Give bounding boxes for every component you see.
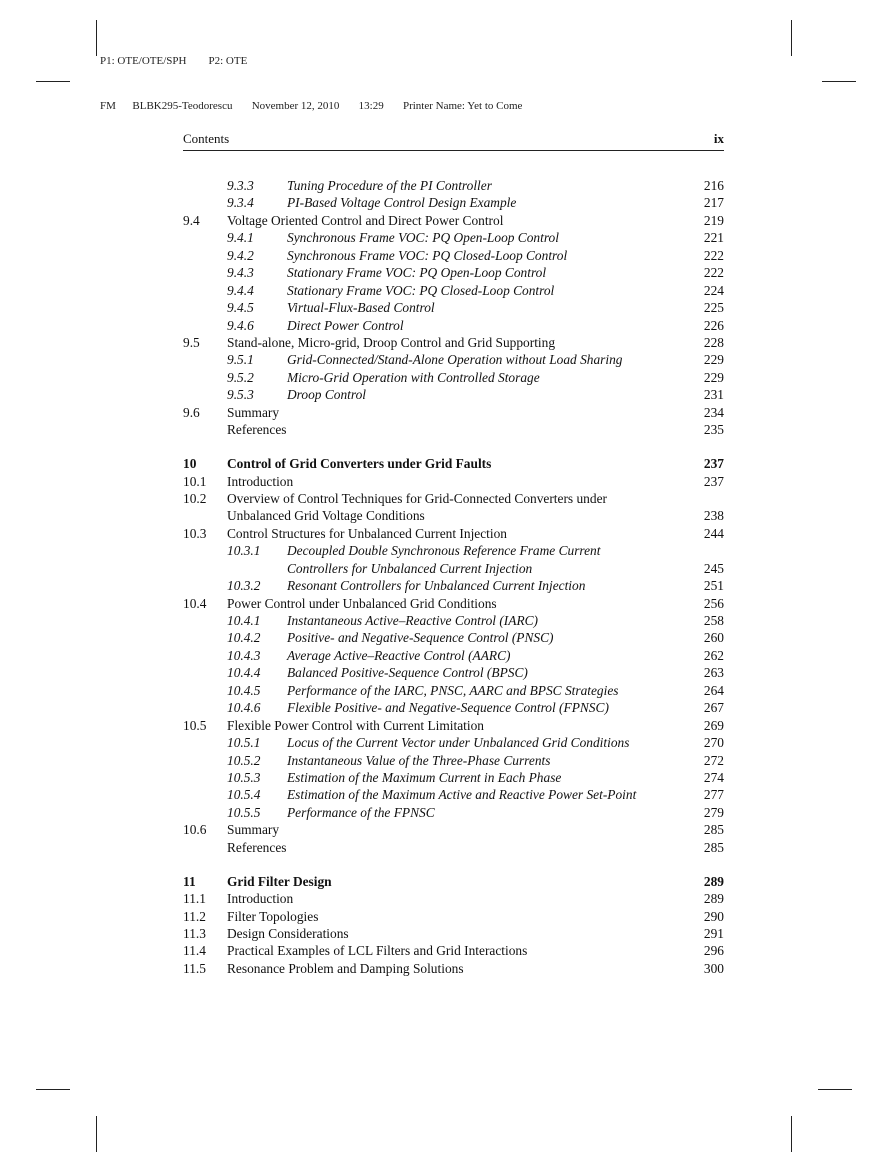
toc-number: 10.5.3 <box>227 769 261 785</box>
toc-page: 219 <box>703 212 724 228</box>
toc-page: 285 <box>703 822 724 838</box>
toc-number: 10.3.1 <box>227 543 261 559</box>
toc-entry <box>183 752 724 769</box>
toc-title: Introduction <box>227 891 294 907</box>
toc-page: 235 <box>703 422 724 438</box>
slug-date: November 12, 2010 <box>251 100 340 112</box>
toc-title: Design Considerations <box>227 925 349 941</box>
toc-page: 289 <box>703 891 724 907</box>
running-head-page-number: ix <box>713 131 724 146</box>
toc-entry <box>183 942 724 959</box>
toc-entry <box>183 264 724 281</box>
toc-title: Resonance Problem and Damping Solutions <box>227 960 464 976</box>
toc-entry <box>183 925 724 942</box>
header-rule <box>183 150 724 151</box>
slug-section: FM <box>100 100 116 112</box>
toc-entry <box>183 194 724 211</box>
toc-chapter-entry <box>183 873 724 890</box>
toc-number: 10.5.5 <box>227 804 261 820</box>
toc-number: 10.4.5 <box>227 682 261 698</box>
toc-page: 221 <box>703 230 724 246</box>
toc-number: 10.4.6 <box>227 700 261 716</box>
toc-entry <box>183 525 724 542</box>
toc-entry <box>183 821 724 838</box>
toc-title: Decoupled Double Synchronous Reference Frame Current <box>287 543 601 559</box>
toc-page: 245 <box>703 560 724 576</box>
crop-mark <box>36 1089 70 1090</box>
crop-mark <box>791 1116 792 1152</box>
toc-page: 226 <box>703 317 724 333</box>
toc-title: Droop Control <box>287 387 366 403</box>
toc-number: 9.5.1 <box>227 352 254 368</box>
toc-number: 9.4 <box>183 212 200 228</box>
toc-title: Stationary Frame VOC: PQ Open-Loop Control <box>287 265 547 281</box>
toc-title: Positive- and Negative-Sequence Control (PNSC) <box>287 630 554 646</box>
toc-number: 9.6 <box>183 404 200 420</box>
toc-title: Overview of Control Techniques for Grid-Connected Converters under <box>227 490 607 506</box>
toc-page: 222 <box>703 247 724 263</box>
toc-number: 10.6 <box>183 822 207 838</box>
toc-page: 225 <box>703 300 724 316</box>
toc-title: PI-Based Voltage Control Design Example <box>287 195 517 211</box>
toc-title: Performance of the IARC, PNSC, AARC and BPSC Strategies <box>287 682 619 698</box>
toc-title: Estimation of the Maximum Current in Each Phase <box>287 769 562 785</box>
toc-page: 216 <box>703 178 724 193</box>
toc-page: 296 <box>703 943 724 959</box>
toc-number: 9.5.3 <box>227 387 254 403</box>
toc-title: References <box>227 839 287 855</box>
crop-mark <box>822 81 856 82</box>
toc-title: Locus of the Current Vector under Unbalanced Grid Conditions <box>287 735 630 751</box>
toc-entry <box>183 369 724 386</box>
crop-mark <box>791 20 792 56</box>
toc-title: Summary <box>227 404 280 420</box>
toc-entry <box>183 786 724 803</box>
toc-page: 290 <box>703 908 724 924</box>
toc-entry <box>183 804 724 821</box>
chapter-gap <box>183 439 724 456</box>
toc-page: 251 <box>703 578 724 594</box>
toc-entry <box>183 629 724 646</box>
toc-title: Practical Examples of LCL Filters and Grid Interactions <box>227 943 528 959</box>
toc-number: 10.2 <box>183 490 207 506</box>
toc-title: Flexible Positive- and Negative-Sequence Control (FPNSC) <box>287 700 609 716</box>
toc-chapter-entry <box>183 455 724 472</box>
toc-number: 11.3 <box>183 925 206 941</box>
toc-entry <box>183 890 724 907</box>
toc-page: 263 <box>703 665 724 681</box>
toc-number: 10.3.2 <box>227 578 261 594</box>
toc-entry <box>183 908 724 925</box>
toc-title: Introduction <box>227 473 294 489</box>
toc-entry <box>183 647 724 664</box>
toc-title: Stationary Frame VOC: PQ Closed-Loop Control <box>287 282 555 298</box>
toc-entry <box>183 734 724 751</box>
toc-number: 9.4.3 <box>227 265 254 281</box>
toc-entry <box>183 664 724 681</box>
toc-entry <box>183 960 724 977</box>
toc-title: Balanced Positive-Sequence Control (BPSC) <box>287 665 528 681</box>
toc-title: Synchronous Frame VOC: PQ Closed-Loop Control <box>287 247 568 263</box>
toc-number: 11.2 <box>183 908 206 924</box>
toc-entry <box>183 247 724 264</box>
toc-entry <box>183 577 724 594</box>
toc-page: 274 <box>703 769 724 785</box>
toc-page: 267 <box>703 700 724 716</box>
toc-page: 279 <box>703 804 724 820</box>
toc-title: Power Control under Unbalanced Grid Conditions <box>227 595 497 611</box>
toc-page: 228 <box>703 334 724 350</box>
toc-page: 260 <box>703 630 724 646</box>
toc-entry <box>183 212 724 229</box>
slug-line-2 <box>100 99 522 114</box>
toc-chapter-number: 11 <box>183 873 196 889</box>
toc-title: Flexible Power Control with Current Limitation <box>227 717 484 733</box>
toc-chapter-title: Grid Filter Design <box>227 873 332 889</box>
toc-entry <box>183 473 724 490</box>
toc-number: 10.3 <box>183 525 207 541</box>
toc-entry <box>183 317 724 334</box>
toc-entry <box>183 490 724 507</box>
toc-number: 9.4.5 <box>227 300 254 316</box>
toc-title-continuation: Unbalanced Grid Voltage Conditions <box>227 508 425 524</box>
toc-title: Micro-Grid Operation with Controlled Storage <box>287 369 540 385</box>
toc-page: 234 <box>703 404 724 420</box>
toc-title: Filter Topologies <box>227 908 319 924</box>
toc-entry <box>183 282 724 299</box>
slug-time: 13:29 <box>358 100 384 112</box>
toc-title: Instantaneous Value of the Three-Phase Currents <box>287 752 551 768</box>
toc-entry <box>183 177 724 194</box>
toc-chapter-title: Control of Grid Converters under Grid Faults <box>227 456 492 472</box>
toc-entry <box>183 351 724 368</box>
toc-page: 258 <box>703 613 724 628</box>
toc-page: 300 <box>703 960 724 976</box>
table-of-contents <box>183 177 724 977</box>
toc-entry <box>183 839 724 856</box>
toc-number: 11.4 <box>183 943 206 959</box>
slug-proof-1: P1: OTE/OTE/SPH <box>100 55 187 67</box>
chapter-gap <box>183 856 724 873</box>
toc-entry <box>183 421 724 438</box>
toc-entry <box>183 682 724 699</box>
toc-number: 10.5.1 <box>227 735 261 751</box>
toc-number: 9.5.2 <box>227 369 254 385</box>
toc-number: 9.4.6 <box>227 317 254 333</box>
slug-book-id: BLBK295-Teodorescu <box>132 100 233 112</box>
toc-title: Summary <box>227 822 280 838</box>
toc-number: 11.1 <box>183 891 206 907</box>
toc-page: 237 <box>703 456 724 472</box>
printer-slug <box>100 24 522 129</box>
running-head-title: Contents <box>183 131 230 146</box>
toc-title: Stand-alone, Micro-grid, Droop Control and Grid Supporting <box>227 334 556 350</box>
toc-page: 217 <box>703 195 724 211</box>
toc-page: 224 <box>703 282 724 298</box>
toc-title-continuation: Controllers for Unbalanced Current Injection <box>287 560 533 576</box>
toc-page: 272 <box>703 752 724 768</box>
toc-title: Virtual-Flux-Based Control <box>287 300 435 316</box>
toc-entry <box>183 717 724 734</box>
toc-page: 264 <box>703 682 724 698</box>
toc-page: 244 <box>703 525 724 541</box>
crop-mark <box>818 1089 852 1090</box>
toc-page: 262 <box>703 647 724 663</box>
toc-page: 277 <box>703 787 724 803</box>
toc-title: Performance of the FPNSC <box>287 804 435 820</box>
toc-page: 285 <box>703 839 724 855</box>
toc-page: 229 <box>703 352 724 368</box>
toc-title: Grid-Connected/Stand-Alone Operation without Load Sharing <box>287 352 623 368</box>
toc-entry <box>183 229 724 246</box>
toc-page: 237 <box>703 473 724 489</box>
toc-entry-continuation <box>183 560 724 577</box>
toc-number: 10.5.4 <box>227 787 261 803</box>
toc-title: Voltage Oriented Control and Direct Power Control <box>227 212 504 228</box>
toc-entry <box>183 386 724 403</box>
toc-number: 9.5 <box>183 334 200 350</box>
toc-number: 9.4.1 <box>227 230 254 246</box>
toc-number: 10.4.1 <box>227 613 261 628</box>
toc-number: 10.4.3 <box>227 647 261 663</box>
toc-title: Synchronous Frame VOC: PQ Open-Loop Control <box>287 230 559 246</box>
toc-entry <box>183 334 724 351</box>
crop-mark <box>96 1116 97 1152</box>
toc-number: 9.4.4 <box>227 282 254 298</box>
toc-page: 222 <box>703 265 724 281</box>
toc-entry <box>183 769 724 786</box>
toc-number: 10.4.2 <box>227 630 261 646</box>
toc-page: 270 <box>703 735 724 751</box>
toc-title: Tuning Procedure of the PI Controller <box>287 178 492 193</box>
toc-entry <box>183 404 724 421</box>
toc-number: 10.4.4 <box>227 665 261 681</box>
toc-page: 269 <box>703 717 724 733</box>
toc-number: 9.4.2 <box>227 247 254 263</box>
toc-chapter-number: 10 <box>183 456 197 472</box>
toc-page: 289 <box>703 873 724 889</box>
toc-title: Instantaneous Active–Reactive Control (IARC) <box>287 613 539 628</box>
toc-entry <box>183 299 724 316</box>
slug-printer: Printer Name: Yet to Come <box>402 100 523 112</box>
toc-title: Estimation of the Maximum Active and Reactive Power Set-Point <box>287 787 637 803</box>
toc-entry <box>183 612 724 629</box>
toc-number: 10.1 <box>183 473 207 489</box>
toc-entry <box>183 542 724 559</box>
toc-title: References <box>227 422 287 438</box>
toc-entry <box>183 595 724 612</box>
toc-number: 10.5 <box>183 717 207 733</box>
toc-number: 10.4 <box>183 595 207 611</box>
crop-mark <box>36 81 70 82</box>
slug-line-1 <box>100 54 522 69</box>
toc-entry-continuation <box>183 507 724 524</box>
toc-title: Average Active–Reactive Control (AARC) <box>287 647 511 663</box>
toc-number: 9.3.4 <box>227 195 254 211</box>
toc-title: Control Structures for Unbalanced Current Injection <box>227 525 508 541</box>
toc-page: 256 <box>703 595 724 611</box>
toc-page: 229 <box>703 369 724 385</box>
toc-page: 231 <box>703 387 724 403</box>
toc-entry <box>183 699 724 716</box>
toc-title: Resonant Controllers for Unbalanced Current Injection <box>287 578 586 594</box>
toc-page: 291 <box>703 925 724 941</box>
crop-mark <box>96 20 97 56</box>
toc-page: 238 <box>703 508 724 524</box>
toc-title: Direct Power Control <box>287 317 404 333</box>
slug-proof-2: P2: OTE <box>208 55 248 67</box>
toc-number: 11.5 <box>183 960 206 976</box>
toc-number: 9.3.3 <box>227 178 254 193</box>
toc-number: 10.5.2 <box>227 752 261 768</box>
